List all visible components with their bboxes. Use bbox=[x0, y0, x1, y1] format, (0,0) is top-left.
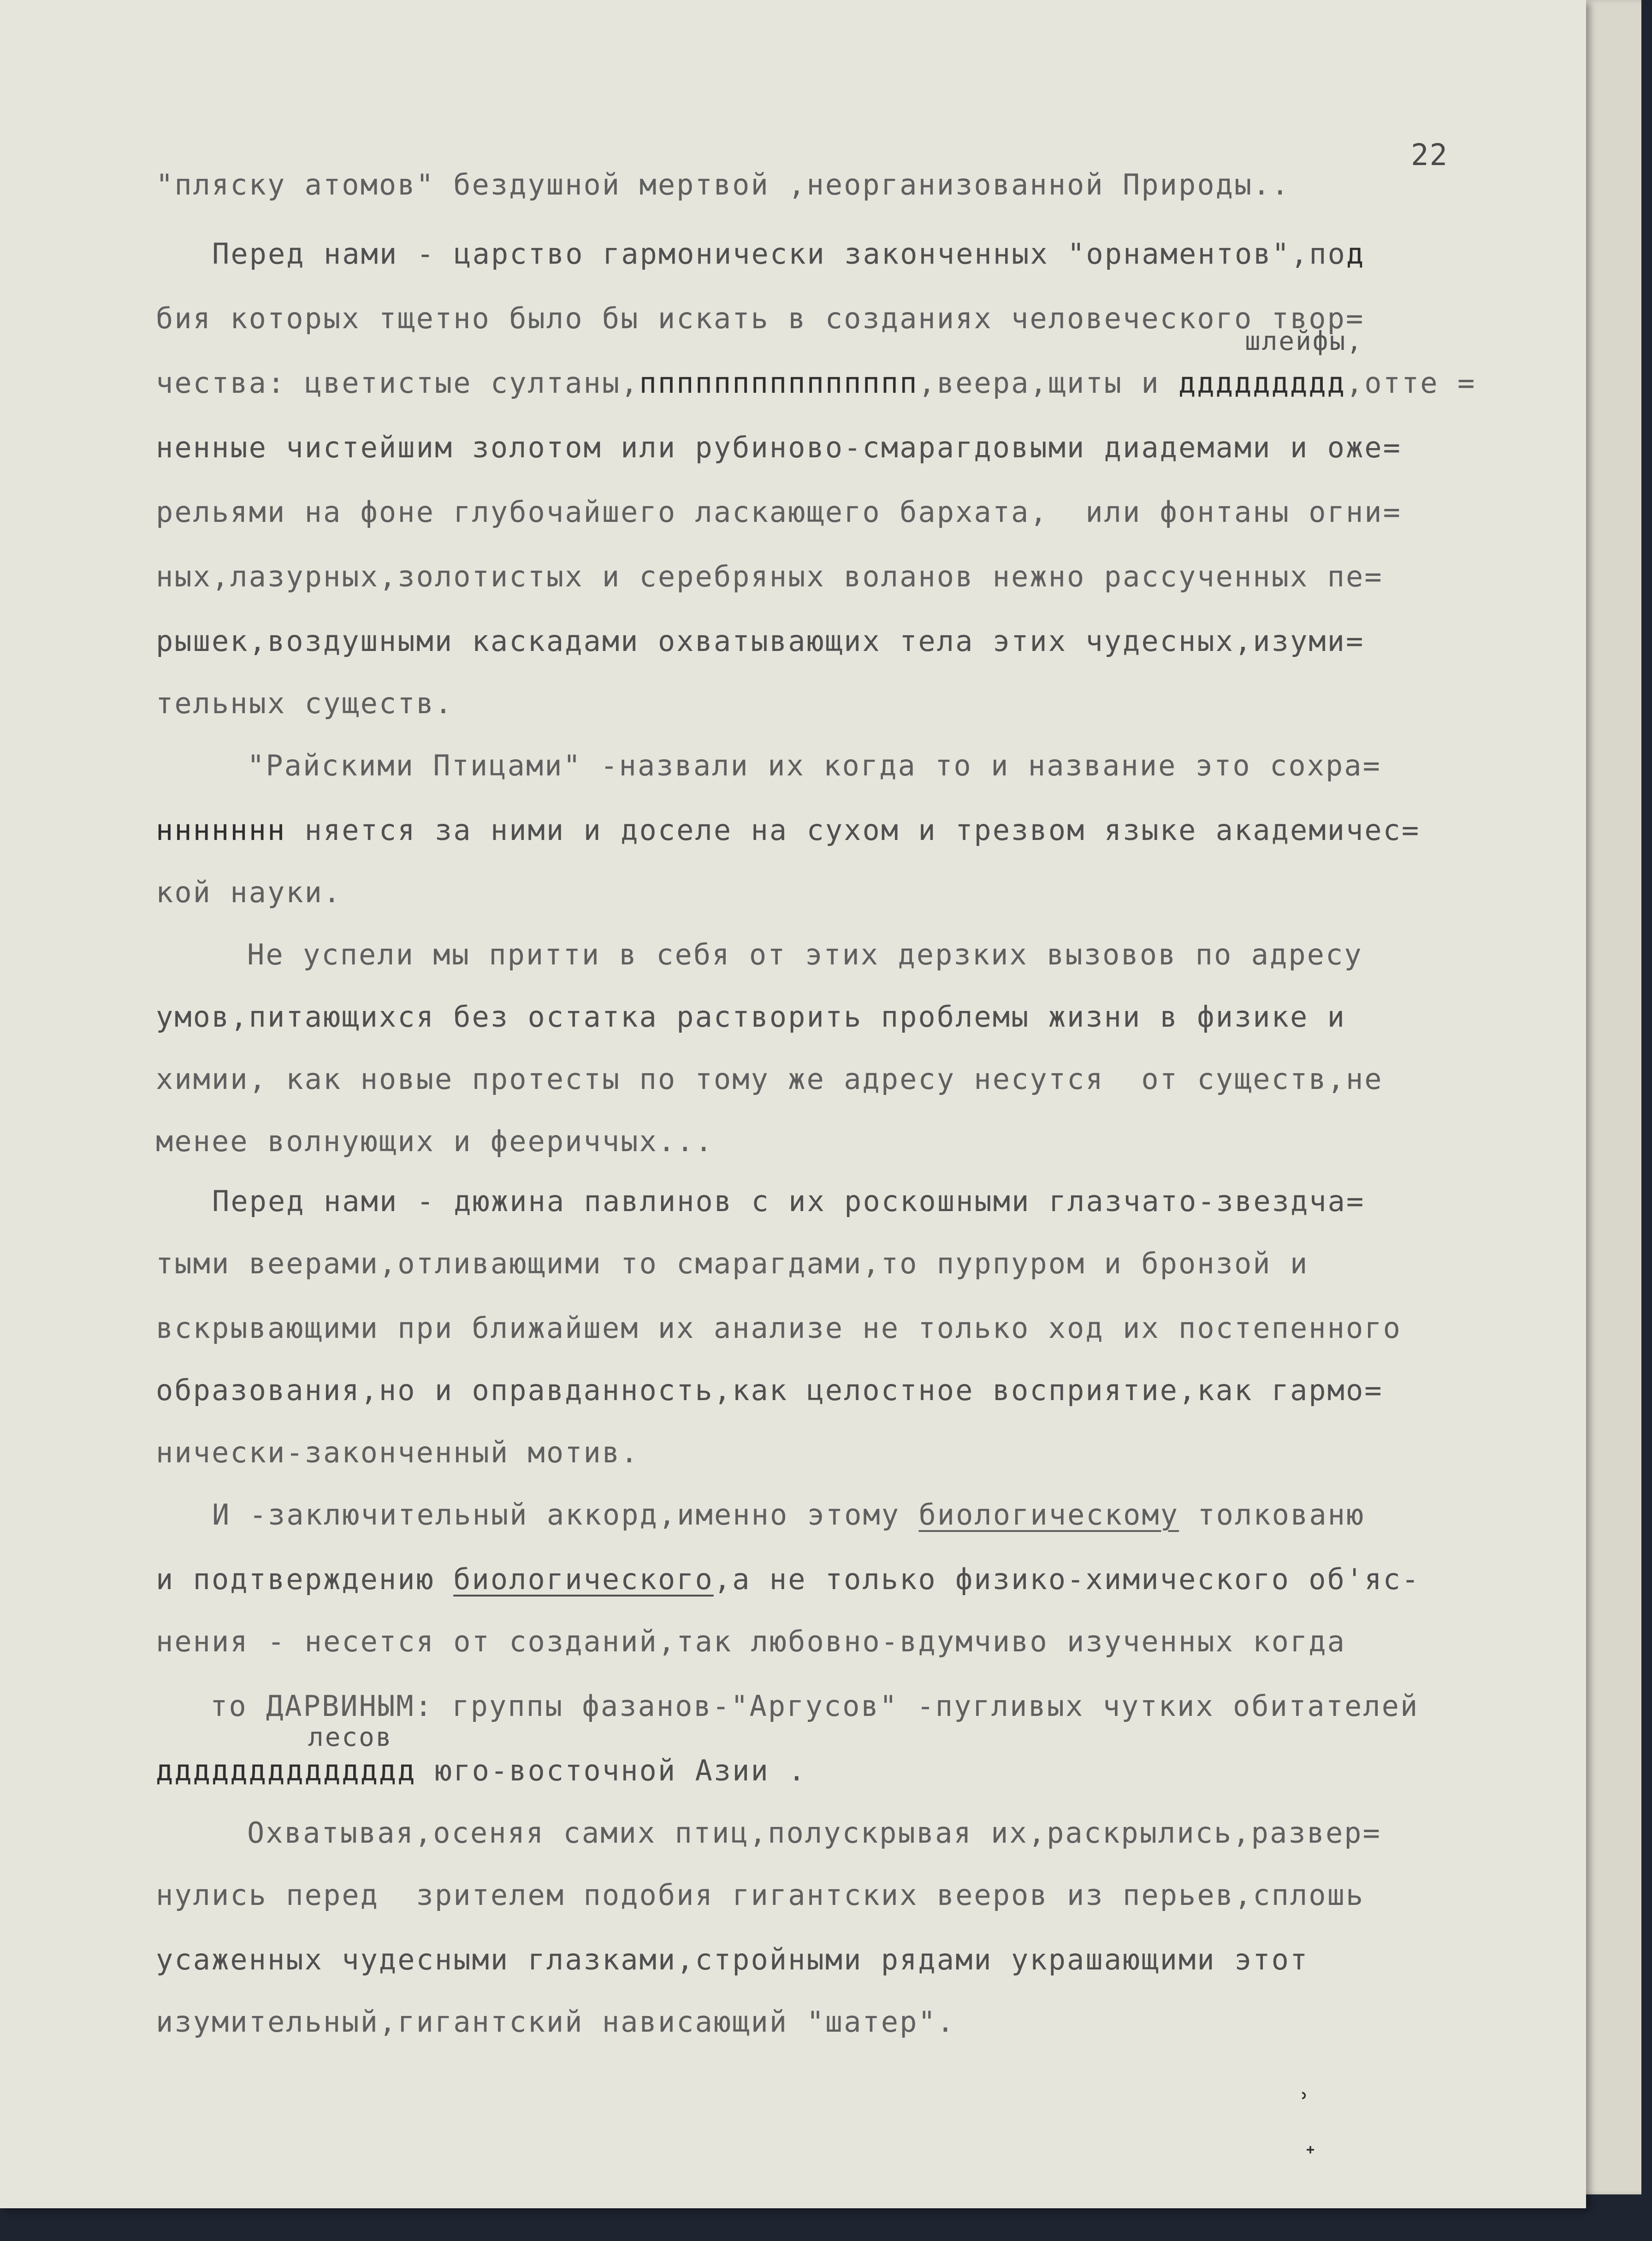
text-segment: менее волнующих и феериччых... bbox=[156, 1124, 714, 1158]
text-line bbox=[156, 1878, 1365, 1912]
text-segment: нулись перед зрителем подобия гигантских вееров из перьев,сплошь bbox=[156, 1878, 1365, 1912]
text-line bbox=[156, 1627, 1346, 1656]
text-segment: образования,но и оправданность,как целостное восприятие,как гармо= bbox=[156, 1373, 1383, 1407]
text-line bbox=[212, 1184, 1365, 1218]
struck-out-text: дддддддддддддд bbox=[156, 1754, 416, 1787]
underlined-text: биологического bbox=[453, 1562, 714, 1596]
text-line bbox=[156, 1373, 1383, 1407]
struck-out-text: ддддддддд bbox=[1178, 366, 1346, 400]
text-segment: толкованю bbox=[1179, 1498, 1365, 1531]
text-line bbox=[156, 2005, 956, 2039]
text-segment: тельных существ. bbox=[156, 686, 454, 720]
text-segment: ,а не только физико-химического об'яс- bbox=[713, 1562, 1421, 1596]
text-line bbox=[156, 1249, 1309, 1278]
text-segment: чества: цветистые султаны, bbox=[156, 366, 639, 400]
text-segment: И -заключительный аккорд,именно этому bbox=[212, 1498, 919, 1531]
text-segment: изумительный,гигантский нависающий "шатер". bbox=[156, 2005, 956, 2039]
text-line bbox=[210, 1689, 1419, 1723]
text-segment: кой науки. bbox=[156, 875, 342, 909]
text-segment: умов,питающихся без остатка растворить проблемы жизни в физике и bbox=[156, 1000, 1346, 1034]
text-segment: и подтверждению bbox=[156, 1562, 454, 1596]
text-segment: то ДАРВИНЫМ: группы фазанов-"Аргусов" -пугливых чутких обитателей bbox=[210, 1689, 1419, 1723]
text-segment: нически-законченный мотив. bbox=[156, 1436, 639, 1469]
text-line bbox=[156, 562, 1383, 591]
text-line bbox=[156, 1062, 1383, 1096]
text-line bbox=[247, 751, 1381, 780]
text-segment: ,веера,щиты и bbox=[918, 366, 1179, 400]
text-line bbox=[156, 1438, 639, 1467]
text-line bbox=[156, 433, 1402, 462]
text-line bbox=[156, 1945, 1309, 1974]
text-segment: ненные чистейшим золотом или рубиново-смарагдовыми диадемами и оже= bbox=[156, 431, 1402, 464]
text-segment: ных,лазурных,золотистых и серебряных воланов нежно рассученных пе= bbox=[156, 560, 1383, 593]
text-line bbox=[156, 1124, 714, 1158]
text-line bbox=[156, 813, 1421, 847]
text-segment: Перед нами - царство гармонически законченных "орнаментов",по bbox=[212, 237, 1346, 271]
text-line bbox=[156, 1311, 1402, 1345]
text-line bbox=[156, 624, 1365, 658]
text-segment: "Райскими Птицами" -назвали их когда то и название это сохра= bbox=[247, 749, 1381, 782]
text-line bbox=[156, 875, 342, 909]
text-segment: химии, как новые протесты по тому же адресу несутся от существ,не bbox=[156, 1062, 1383, 1096]
text-segment: ,отте = bbox=[1345, 366, 1476, 400]
underlined-text: биологическому bbox=[918, 1498, 1179, 1531]
text-segment: усаженных чудесными глазками,стройными рядами украшающими этот bbox=[156, 1943, 1309, 1976]
text-line bbox=[247, 1816, 1381, 1850]
text-segment: "пляску атомов" бездушной мертвой ,неорганизованной Природы.. bbox=[156, 168, 1290, 201]
text-segment: тыми веерами,отливающими то смарагдами,то пурпуром и бронзой и bbox=[156, 1247, 1309, 1280]
text-segment: нения - несется от созданий,так любовно-вдумчиво изученных когда bbox=[156, 1625, 1346, 1658]
text-line bbox=[156, 686, 454, 720]
text-line bbox=[156, 304, 1364, 333]
text-line bbox=[156, 168, 1290, 201]
text-segment: рышек,воздушными каскадами охватывающих тела этих чудесных,изуми= bbox=[156, 624, 1365, 658]
struck-out-text: ннннннн bbox=[156, 813, 286, 847]
text-line bbox=[156, 1000, 1346, 1034]
struck-out-text: д bbox=[1346, 237, 1365, 271]
margin-mark: ᐩ bbox=[1305, 2139, 1316, 2171]
text-line bbox=[156, 495, 1402, 529]
text-segment: Перед нами - дюжина павлинов с их роскошными глазчато-звездча= bbox=[212, 1184, 1365, 1218]
page-number: 22 bbox=[1411, 138, 1449, 172]
struck-out-text: ппппппппппппппп bbox=[639, 366, 918, 400]
text-segment: юго-восточной Азии . bbox=[416, 1754, 807, 1787]
text-segment: бия которых тщетно было бы искать в созданиях человеческого твор= bbox=[156, 302, 1365, 335]
text-segment: рельями на фоне глубочайшего ласкающего бархата, или фонтаны огни= bbox=[156, 495, 1402, 529]
text-line bbox=[156, 1756, 806, 1785]
text-line bbox=[212, 1498, 1365, 1531]
text-segment: няется за ними и доселе на сухом и трезвом языке академичес= bbox=[286, 813, 1421, 847]
text-segment: вскрывающими при ближайшем их анализе не только ход их постепенного bbox=[156, 1311, 1402, 1345]
text-line bbox=[247, 940, 1363, 969]
text-line bbox=[212, 237, 1365, 271]
interlinear-insertion: шлейфы, bbox=[1245, 326, 1364, 356]
text-segment: Охватывая,осеняя самих птиц,полускрывая их,раскрылись,развер= bbox=[247, 1816, 1381, 1850]
interlinear-insertion: лесов bbox=[308, 1722, 393, 1752]
text-line bbox=[156, 366, 1476, 400]
margin-mark: ʾ bbox=[1296, 2087, 1313, 2120]
text-line bbox=[156, 1562, 1421, 1596]
text-segment: Не успели мы притти в себя от этих дерзких вызовов по адресу bbox=[247, 938, 1363, 971]
